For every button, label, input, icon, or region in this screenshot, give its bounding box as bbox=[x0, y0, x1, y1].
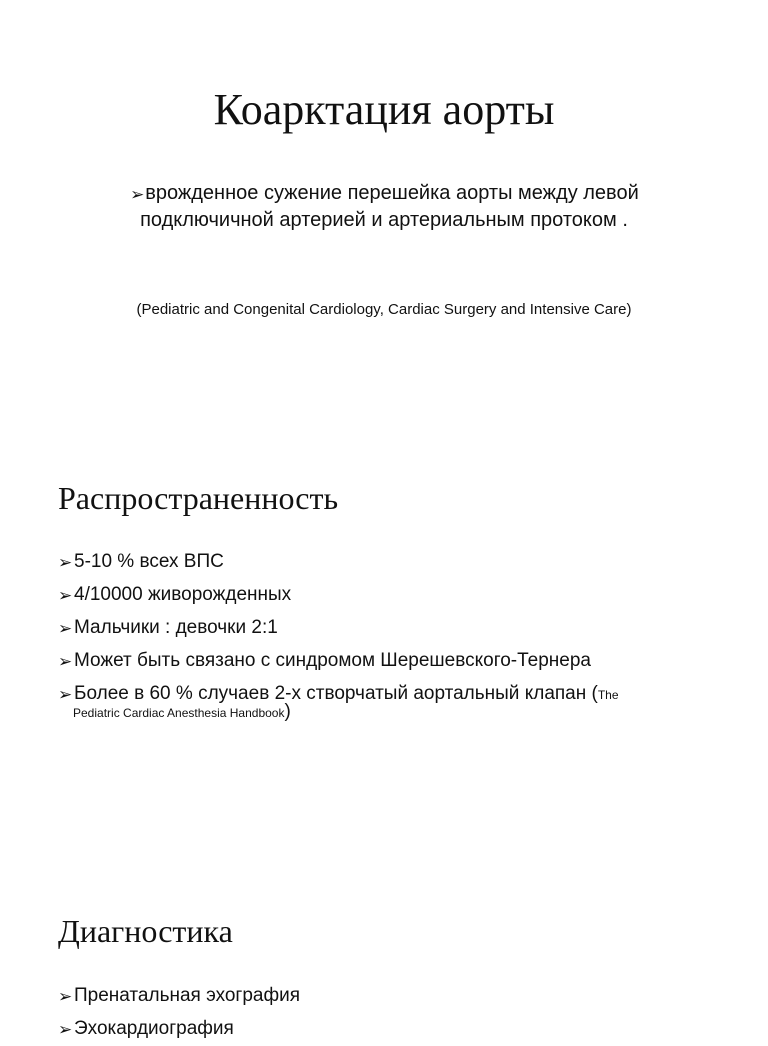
prevalence-list bbox=[58, 545, 738, 712]
section-title-diagnostics: Диагностика bbox=[58, 913, 233, 949]
definition-paragraph bbox=[120, 180, 648, 233]
list-item-main-text: Более в 60 % случаев 2-х створчатый аортальный клапан ( bbox=[74, 683, 598, 704]
arrowhead-bullet-icon: ➢ bbox=[58, 685, 73, 704]
arrowhead-bullet-icon: ➢ bbox=[58, 553, 73, 572]
reference-inline: The bbox=[597, 688, 619, 702]
list-item-text: Может быть связано с синдромом Шерешевского-Тернера bbox=[74, 650, 591, 671]
diagnostics-list bbox=[58, 979, 738, 1045]
reference-close-paren: ) bbox=[284, 701, 291, 722]
list-item-text: Мальчики : девочки 2:1 bbox=[74, 617, 278, 638]
list-item bbox=[58, 545, 738, 578]
section-title-prevalence: Распространенность bbox=[58, 480, 339, 516]
list-item bbox=[58, 578, 738, 611]
reference-title: Pediatric Cardiac Anesthesia Handbook bbox=[73, 706, 285, 720]
source-citation: (Pediatric and Congenital Cardiology, Cardiac Surgery and Intensive Care) bbox=[136, 301, 632, 318]
arrowhead-bullet-icon: ➢ bbox=[58, 652, 73, 671]
reference-continuation bbox=[58, 701, 291, 722]
list-item bbox=[58, 1012, 738, 1045]
arrowhead-bullet-icon: ➢ bbox=[58, 1020, 73, 1039]
list-item bbox=[58, 644, 738, 677]
slide-title: Коарктация аорты bbox=[213, 85, 555, 134]
arrowhead-bullet-icon: ➢ bbox=[58, 586, 73, 605]
list-item-text: 5-10 % всех ВПС bbox=[74, 551, 224, 572]
list-item bbox=[58, 979, 738, 1012]
arrowhead-bullet-icon: ➢ bbox=[58, 619, 73, 638]
definition-text: врожденное сужение перешейка аорты между левой подключичной артерией и артериальным протоком . bbox=[140, 182, 639, 231]
arrowhead-bullet-icon: ➢ bbox=[130, 185, 145, 204]
arrowhead-bullet-icon: ➢ bbox=[58, 987, 73, 1006]
list-item-text: 4/10000 живорожденных bbox=[74, 584, 292, 605]
list-item bbox=[58, 611, 738, 644]
list-item-text: Пренатальная эхография bbox=[74, 985, 301, 1006]
list-item-text: Эхокардиография bbox=[74, 1018, 234, 1039]
